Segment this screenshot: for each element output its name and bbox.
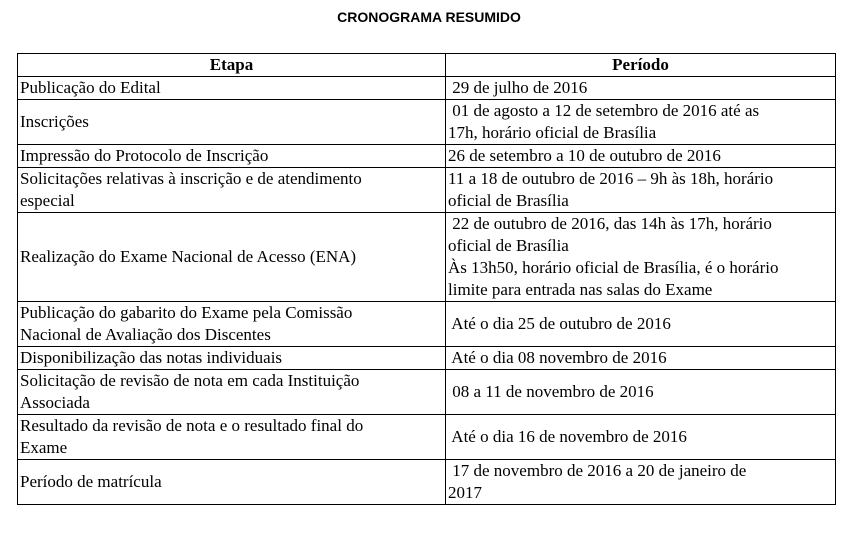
cell-etapa	[18, 100, 446, 145]
table-row	[18, 100, 836, 145]
cell-periodo	[446, 100, 836, 145]
cell-text-line: Solicitações relativas à inscrição e de atendimento	[20, 169, 362, 188]
cell-etapa	[18, 145, 446, 168]
cell-text-line: Publicação do Edital	[20, 78, 161, 97]
cell-text-line: 26 de setembro a 10 de outubro de 2016	[448, 146, 721, 165]
cell-text-line: Publicação do gabarito do Exame pela Comissão	[20, 303, 353, 322]
cell-periodo	[446, 415, 836, 460]
cell-text-line: 22 de outubro de 2016, das 14h às 17h, horário	[448, 214, 772, 233]
schedule-table	[17, 53, 836, 505]
cell-etapa	[18, 347, 446, 370]
cell-text-line: Às 13h50, horário oficial de Brasília, é o horário	[448, 258, 779, 277]
cell-text-line: Impressão do Protocolo de Inscrição	[20, 146, 269, 165]
table-row	[18, 77, 836, 100]
cell-text-line: 11 a 18 de outubro de 2016 – 9h às 18h, horário	[448, 169, 774, 188]
table-row	[18, 145, 836, 168]
cell-periodo	[446, 145, 836, 168]
cell-periodo	[446, 302, 836, 347]
cell-text-line: Nacional de Avaliação dos Discentes	[20, 325, 271, 344]
cell-etapa	[18, 168, 446, 213]
cell-text-line: Até o dia 16 de novembro de 2016	[448, 427, 687, 446]
header-periodo: Período	[446, 54, 836, 77]
table-row	[18, 213, 836, 302]
cell-text-line: Associada	[20, 393, 90, 412]
cell-text-line: Exame	[20, 438, 68, 457]
cell-text-line: oficial de Brasília	[448, 191, 569, 210]
cell-periodo	[446, 77, 836, 100]
table-header-row	[18, 54, 836, 77]
cell-text-line: limite para entrada nas salas do Exame	[448, 280, 713, 299]
cell-text-line: Resultado da revisão de nota e o resultado final do	[20, 416, 364, 435]
cell-text-line: Até o dia 08 novembro de 2016	[448, 348, 667, 367]
cell-text-line: Até o dia 25 de outubro de 2016	[448, 314, 671, 333]
cell-text-line: oficial de Brasília	[448, 236, 569, 255]
cell-text-line: Período de matrícula	[20, 472, 162, 491]
cell-text-line: 01 de agosto a 12 de setembro de 2016 até as	[448, 101, 760, 120]
cell-periodo	[446, 460, 836, 505]
cell-periodo	[446, 168, 836, 213]
cell-text-line: 08 a 11 de novembro de 2016	[448, 382, 654, 401]
table-row	[18, 460, 836, 505]
cell-text-line: Realização do Exame Nacional de Acesso (ENA)	[20, 247, 357, 266]
table-row	[18, 370, 836, 415]
cell-periodo	[446, 370, 836, 415]
table-row	[18, 302, 836, 347]
table-row	[18, 168, 836, 213]
cell-periodo	[446, 213, 836, 302]
cell-text-line: Inscrições	[20, 112, 89, 131]
cell-text-line: 29 de julho de 2016	[448, 78, 588, 97]
table-row	[18, 415, 836, 460]
cell-etapa	[18, 213, 446, 302]
cell-etapa	[18, 370, 446, 415]
cell-text-line: especial	[20, 191, 75, 210]
cell-etapa	[18, 460, 446, 505]
table-row	[18, 347, 836, 370]
cell-etapa	[18, 302, 446, 347]
cell-etapa	[18, 415, 446, 460]
cell-periodo	[446, 347, 836, 370]
cell-text-line: 17 de novembro de 2016 a 20 de janeiro de	[448, 461, 747, 480]
cell-text-line: 17h, horário oficial de Brasília	[448, 123, 657, 142]
header-etapa: Etapa	[18, 54, 446, 77]
cell-text-line: Solicitação de revisão de nota em cada Instituição	[20, 371, 360, 390]
cell-etapa	[18, 77, 446, 100]
cell-text-line: Disponibilização das notas individuais	[20, 348, 283, 367]
cell-text-line: 2017	[448, 483, 482, 502]
document-title: CRONOGRAMA RESUMIDO	[337, 9, 521, 25]
